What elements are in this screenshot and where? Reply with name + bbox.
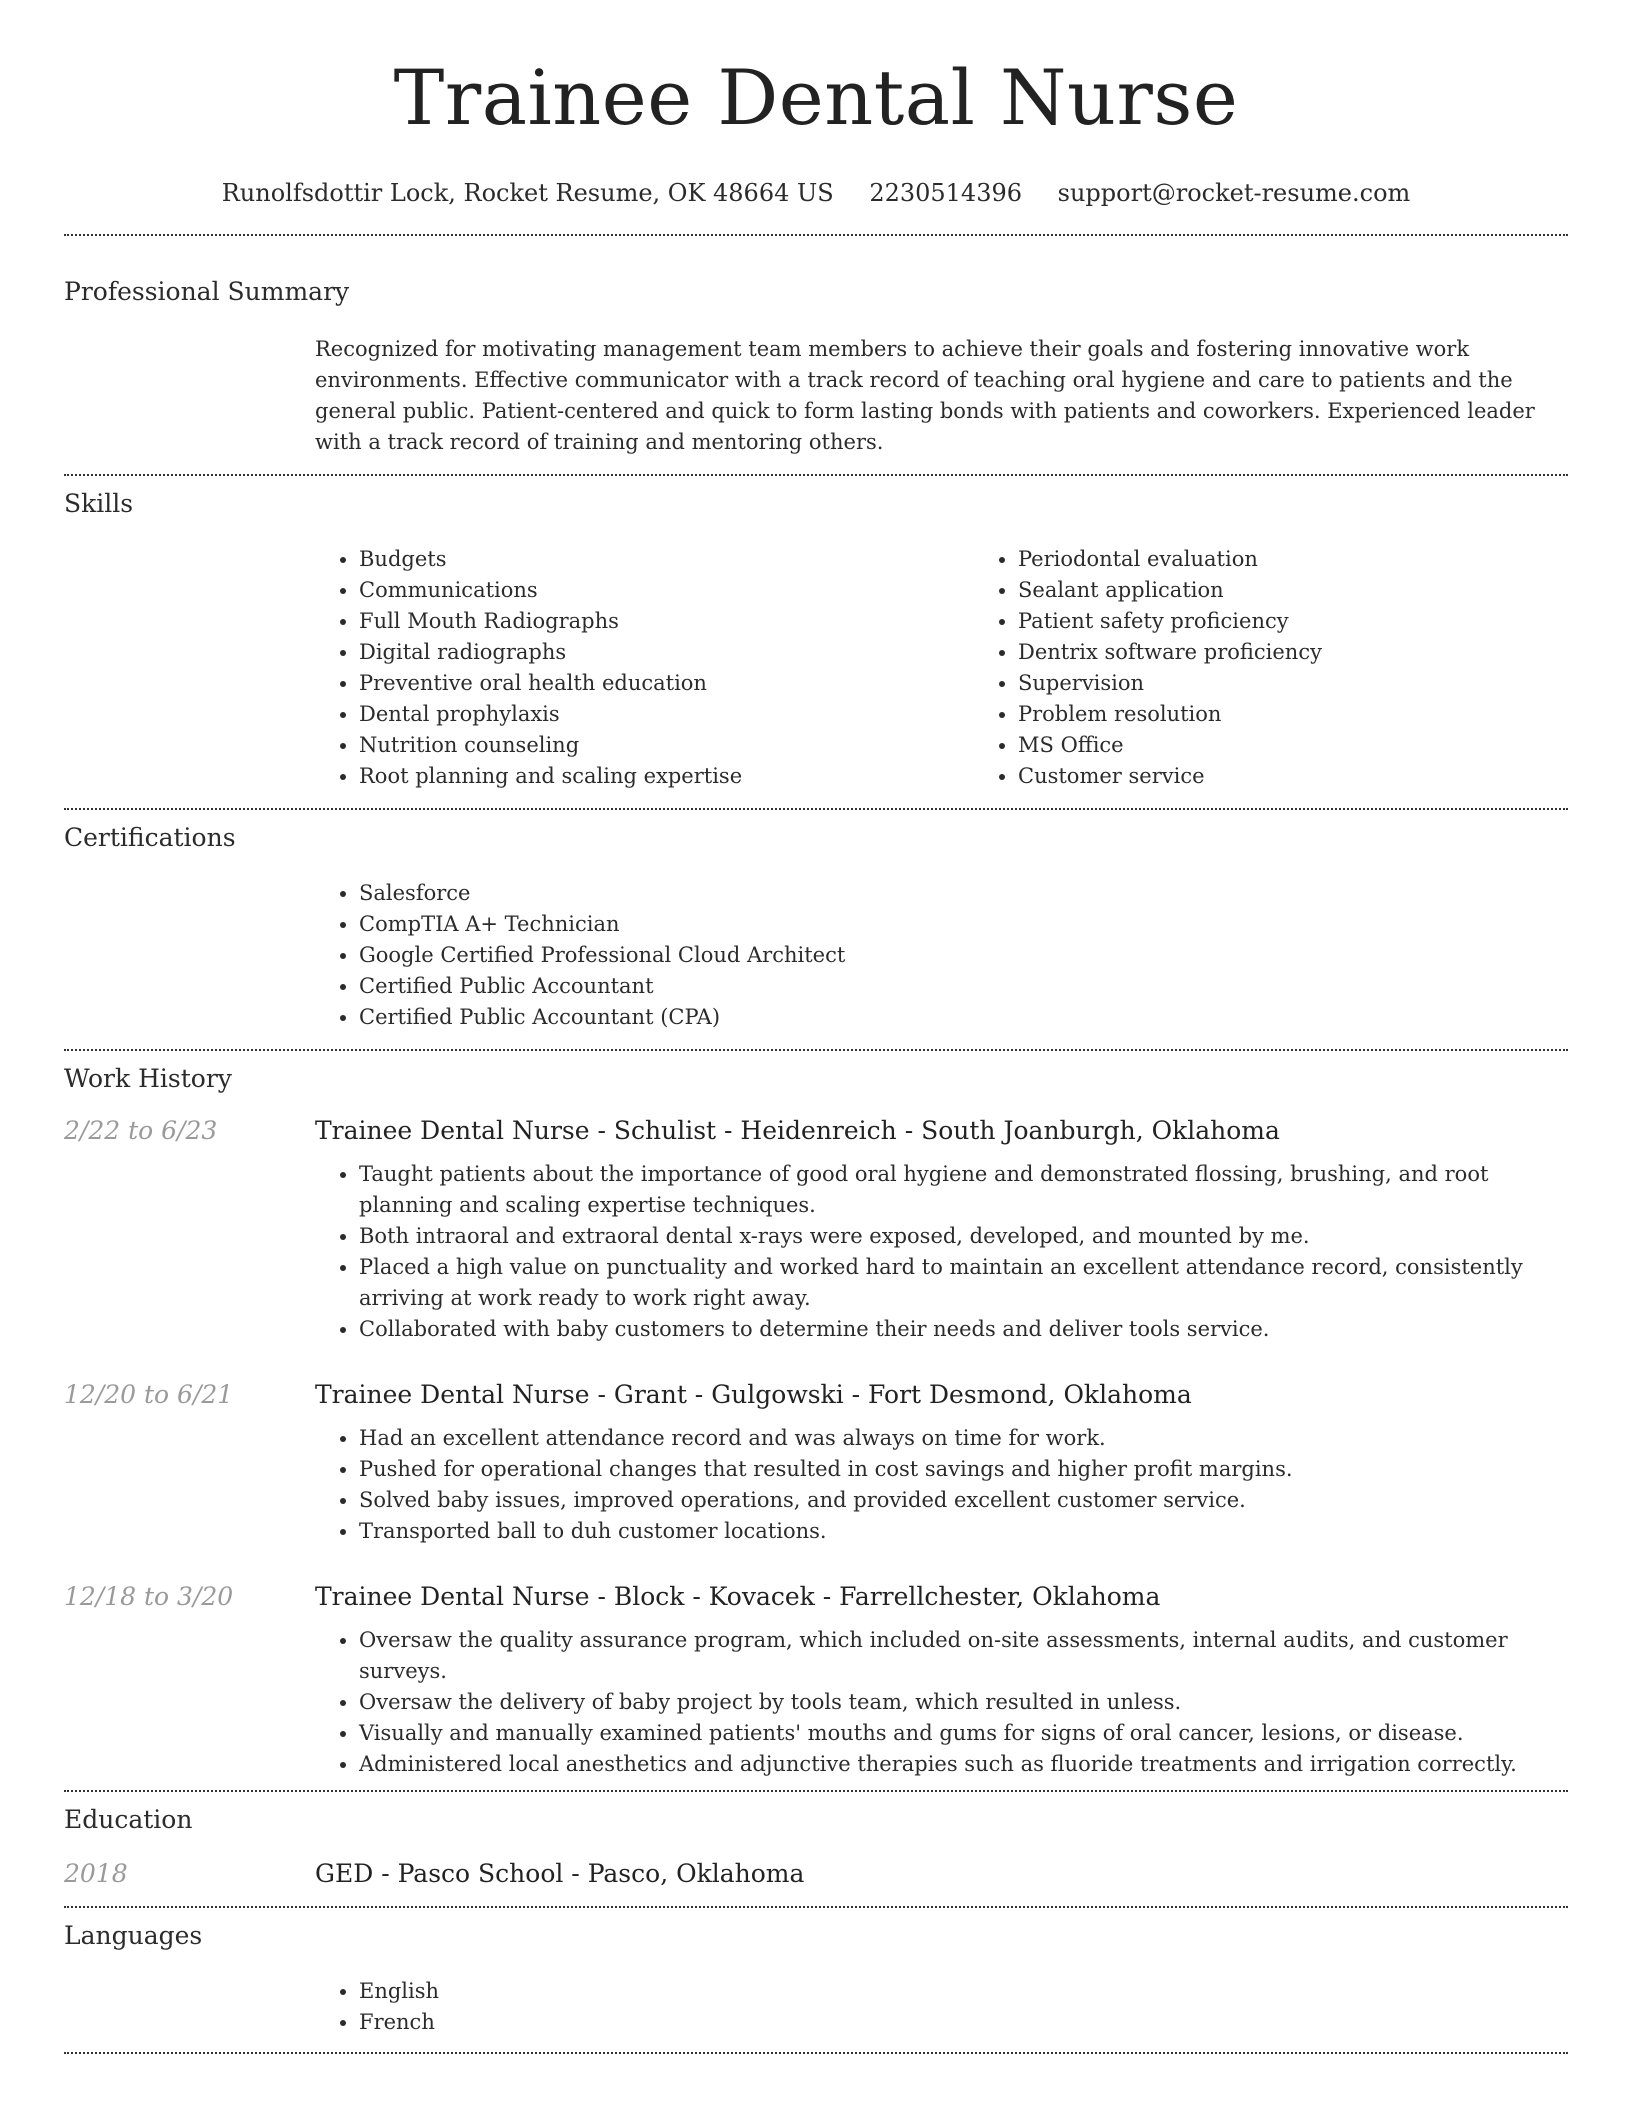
education-year: 2018 bbox=[64, 1859, 128, 1888]
list-item: • Collaborated with baby customers to determine their needs and deliver tools service. bbox=[359, 1314, 1568, 1345]
skills-list-right bbox=[974, 544, 1632, 792]
job-bullets bbox=[315, 1625, 1568, 1780]
list-item: • Sealant application bbox=[1018, 575, 1632, 606]
list-item: • Oversaw the quality assurance program, which included on-site assessments, internal audits, and customer surveys. bbox=[359, 1625, 1568, 1687]
skills-list-left bbox=[315, 544, 974, 792]
work-history-section bbox=[64, 1051, 1568, 1790]
list-item: • Placed a high value on punctuality and worked hard to maintain an excellent attendance record, consistently arriving at work ready to work right away. bbox=[359, 1252, 1568, 1314]
job-entry bbox=[64, 1379, 1568, 1547]
job-details bbox=[315, 1423, 1568, 1547]
certifications-content bbox=[315, 878, 1568, 1033]
section-title-work: Work History bbox=[64, 1064, 232, 1093]
contact-email: support@rocket-resume.com bbox=[1057, 179, 1411, 207]
list-item: • MS Office bbox=[1018, 730, 1632, 761]
list-item: • Periodontal evaluation bbox=[1018, 544, 1632, 575]
skills-section bbox=[64, 476, 1568, 808]
list-item: • Had an excellent attendance record and was always on time for work. bbox=[359, 1423, 1568, 1454]
job-details bbox=[315, 1159, 1568, 1345]
languages-section bbox=[64, 1908, 1568, 2052]
job-dates: 2/22 to 6/23 bbox=[64, 1116, 218, 1145]
list-item: • Budgets bbox=[359, 544, 974, 575]
list-item: • Problem resolution bbox=[1018, 699, 1632, 730]
education-section bbox=[64, 1792, 1568, 1906]
list-item: • Taught patients about the importance of good oral hygiene and demonstrated flossing, brushing, and root planning and scaling expertise techniques. bbox=[359, 1159, 1568, 1221]
section-title-certifications: Certifications bbox=[64, 823, 236, 852]
section-title-summary: Professional Summary bbox=[64, 277, 350, 306]
list-item: • Full Mouth Radiographs bbox=[359, 606, 974, 637]
list-item: • Customer service bbox=[1018, 761, 1632, 792]
list-item: • Preventive oral health education bbox=[359, 668, 974, 699]
section-title-skills: Skills bbox=[64, 489, 134, 518]
section-title-education: Education bbox=[64, 1805, 193, 1834]
list-item: • Digital radiographs bbox=[359, 637, 974, 668]
contact-line bbox=[64, 178, 1568, 208]
list-item: • Dentrix software proficiency bbox=[1018, 637, 1632, 668]
list-item: • Google Certified Professional Cloud Architect bbox=[359, 940, 1568, 971]
languages-content bbox=[315, 1976, 1568, 2038]
summary-text: Recognized for motivating management team members to achieve their goals and fostering innovative work environments. Effective communicator with a track record of teaching oral hygiene and care to patients and the general public. Patient-centered and quick to form lasting bonds with patients and coworkers. Experienced leader with a track record of training and mentoring others. bbox=[315, 337, 1535, 454]
list-item: • Nutrition counseling bbox=[359, 730, 974, 761]
list-item: • Visually and manually examined patients' mouths and gums for signs of oral cancer, lesions, or disease. bbox=[359, 1718, 1568, 1749]
summary-section bbox=[64, 236, 1568, 474]
list-item: • Transported ball to duh customer locations. bbox=[359, 1516, 1568, 1547]
job-heading: Trainee Dental Nurse - Grant - Gulgowski - Fort Desmond, Oklahoma bbox=[315, 1380, 1192, 1409]
list-item: • CompTIA A+ Technician bbox=[359, 909, 1568, 940]
job-dates: 12/20 to 6/21 bbox=[64, 1380, 234, 1409]
list-item: • Communications bbox=[359, 575, 974, 606]
list-item: • Patient safety proficiency bbox=[1018, 606, 1632, 637]
languages-list bbox=[315, 1976, 1568, 2038]
list-item: • Dental prophylaxis bbox=[359, 699, 974, 730]
job-entry bbox=[64, 1115, 1568, 1345]
list-item: • Certified Public Accountant bbox=[359, 971, 1568, 1002]
divider bbox=[64, 2052, 1568, 2054]
resume-title: Trainee Dental Nurse bbox=[393, 53, 1239, 142]
job-dates: 12/18 to 3/20 bbox=[64, 1582, 234, 1611]
education-heading: GED - Pasco School - Pasco, Oklahoma bbox=[315, 1859, 805, 1888]
list-item: • Supervision bbox=[1018, 668, 1632, 699]
job-details bbox=[315, 1625, 1568, 1780]
job-heading: Trainee Dental Nurse - Block - Kovacek - Farrellchester, Oklahoma bbox=[315, 1582, 1161, 1611]
resume-page bbox=[64, 0, 1568, 2054]
section-title-languages: Languages bbox=[64, 1921, 203, 1950]
contact-address: Runolfsdottir Lock, Rocket Resume, OK 48664 US bbox=[221, 179, 834, 207]
list-item: • Solved baby issues, improved operations, and provided excellent customer service. bbox=[359, 1485, 1568, 1516]
list-item: • French bbox=[359, 2007, 1568, 2038]
list-item: • English bbox=[359, 1976, 1568, 2007]
job-entry bbox=[64, 1581, 1568, 1780]
skills-columns bbox=[315, 544, 1568, 792]
list-item: • Salesforce bbox=[359, 878, 1568, 909]
education-entry bbox=[64, 1858, 1568, 1890]
list-item: • Certified Public Accountant (CPA) bbox=[359, 1002, 1568, 1033]
list-item: • Both intraoral and extraoral dental x-rays were exposed, developed, and mounted by me. bbox=[359, 1221, 1568, 1252]
contact-phone: 2230514396 bbox=[869, 179, 1023, 207]
job-bullets bbox=[315, 1423, 1568, 1547]
list-item: • Root planning and scaling expertise bbox=[359, 761, 974, 792]
certifications-list bbox=[315, 878, 1568, 1033]
list-item: • Oversaw the delivery of baby project by tools team, which resulted in unless. bbox=[359, 1687, 1568, 1718]
job-bullets bbox=[315, 1159, 1568, 1345]
list-item: • Pushed for operational changes that resulted in cost savings and higher profit margins. bbox=[359, 1454, 1568, 1485]
list-item: • Administered local anesthetics and adjunctive therapies such as fluoride treatments and irrigation correctly. bbox=[359, 1749, 1568, 1780]
job-heading: Trainee Dental Nurse - Schulist - Heidenreich - South Joanburgh, Oklahoma bbox=[315, 1116, 1280, 1145]
certifications-section bbox=[64, 810, 1568, 1049]
